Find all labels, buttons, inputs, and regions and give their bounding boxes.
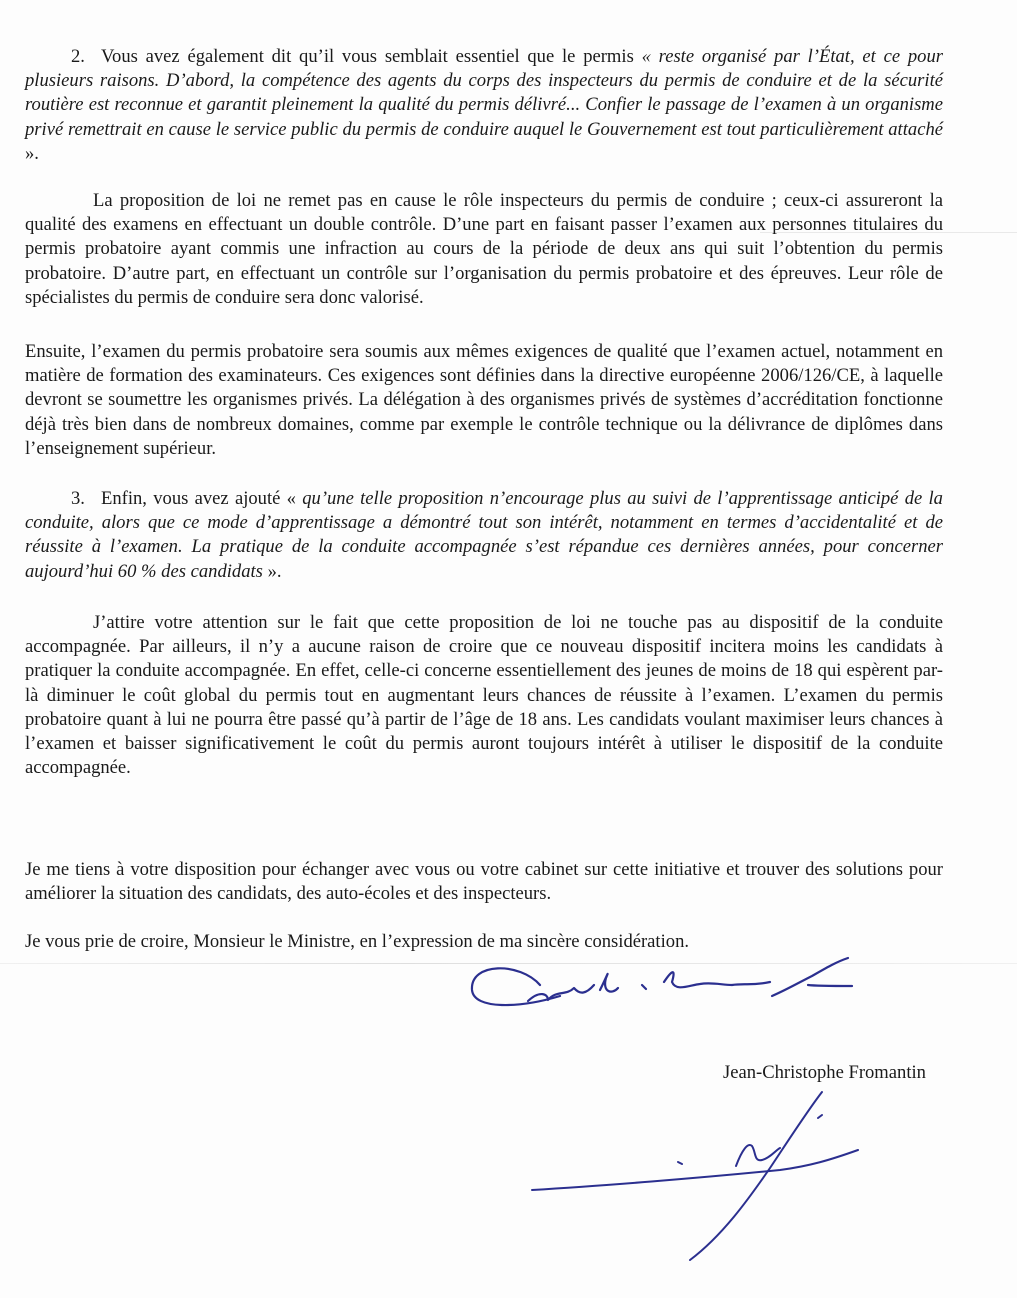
closing-dot bbox=[642, 985, 646, 989]
paragraph-supervised-driving bbox=[25, 611, 943, 780]
closing-word-stroke-1 bbox=[528, 985, 594, 1001]
paragraph-text: La proposition de loi ne remet pas en cause le rôle inspecteurs du permis de conduire ; ceux-ci assureront la qualité des examens en effectuant un double contrôle. D’une part en faisant passer l’examen aux personnes titulaires du permis probatoire ayant commis une infraction au cours de la période de deux ans qui suit l’obtention du permis probatoire. D’autre part, en effectuant un contrôle sur l’organisation du permis probatoire et des épreuves. Leur rôle de spécialistes du permis de conduire sera donc valorisé. bbox=[25, 190, 943, 308]
signer-name: Jean-Christophe Fromantin bbox=[723, 1062, 926, 1083]
paragraph-inspectors-role bbox=[25, 189, 943, 310]
paper-fold-line bbox=[0, 963, 1017, 964]
paragraph-point-3 bbox=[25, 487, 943, 584]
paragraph-availability bbox=[25, 858, 943, 906]
closing-letter-c bbox=[472, 968, 560, 1005]
signature-flourish bbox=[736, 1145, 780, 1166]
handwritten-closing bbox=[472, 958, 852, 1005]
closing-word-stroke-5 bbox=[808, 985, 852, 986]
signature bbox=[532, 1092, 858, 1260]
paragraph-text: Je vous prie de croire, Monsieur le Ministre, en l’expression de ma sincère considération. bbox=[25, 931, 690, 952]
closing-word-stroke-2 bbox=[600, 974, 618, 992]
quoted-text: « reste organisé par l’État, et ce pour plusieurs raisons. D’abord, la compétence des agents du corps des inspecteurs du permis de conduire et de la sécurité routière est reconnue et garantit pleinement la qualité du permis délivré... Confier le passage de l’examen à un organisme privé remettrait en cause le service public du permis de conduire auquel le Gouvernement est tout particulièrement attaché bbox=[25, 46, 943, 140]
point-number: 3. bbox=[71, 488, 85, 509]
paragraph-text: Je me tiens à votre disposition pour échanger avec vous ou votre cabinet sur cette initiative et trouver des solutions pour améliorer la situation des candidats, des auto-écoles et des inspecteurs. bbox=[25, 859, 943, 905]
closing-formula bbox=[25, 930, 943, 954]
paragraph-text: J’attire votre attention sur le fait que cette proposition de loi ne touche pas au dispositif de la conduite accompagnée. Par ailleurs, il n’y a aucune raison de croire que ce nouveau dispositif incitera moins les candidats à pratiquer la conduite accompagnée. En effet, celle-ci concerne essentiellement des jeunes de moins de 18 qui espèrent par-là diminuer le coût global du permis tout en augmentant leurs chances de réussite à l’examen. L’examen du permis probatoire quant à lui ne pourra être passé qu’à partir de l’âge de 18 ans. Les candidats voulant maximiser leurs chances à l’examen et baisser significativement le coût du permis auront toujours intérêt à utiliser le dispositif de la conduite accompagnée. bbox=[25, 612, 943, 779]
paragraph-lead: Vous avez également dit qu’il vous semblait essentiel que le permis bbox=[101, 46, 642, 67]
point-number: 2. bbox=[71, 46, 85, 67]
signature-baseline bbox=[532, 1150, 858, 1190]
paragraph-lead: Enfin, vous avez ajouté « bbox=[101, 488, 303, 509]
paragraph-quality-requirements bbox=[25, 340, 943, 461]
signature-accent bbox=[818, 1115, 822, 1118]
quoted-text: qu’une telle proposition n’encourage plus au suivi de l’apprentissage anticipé de la conduite, alors que ce mode d’apprentissage a démontré tout son intérêt, notamment en termes d’accidentalité et de réussite à l’examen. La pratique de la conduite accompagnée s’est répandue ces dernières années, pour concerner aujourd’hui 60 % des candidats bbox=[25, 488, 943, 582]
signature-main-stroke bbox=[690, 1092, 822, 1260]
quote-close: ». bbox=[25, 142, 39, 164]
closing-word-stroke-3 bbox=[664, 972, 770, 987]
paragraph-point-2 bbox=[25, 45, 943, 166]
quote-close: ». bbox=[267, 560, 282, 582]
signature-dot bbox=[678, 1162, 682, 1164]
paragraph-text: Ensuite, l’examen du permis probatoire sera soumis aux mêmes exigences de qualité que l’examen actuel, notamment en matière de formation des examinateurs. Ces exigences sont définies dans la directive européenne 2006/126/CE, à laquelle devront se soumettre les organismes privés. La délégation à des organismes privés de systèmes d’accréditation fonctionne déjà très bien dans de nombreux domaines, comme par exemple le contrôle technique ou la délivrance de diplômes dans l’enseignement supérieur. bbox=[25, 341, 943, 459]
